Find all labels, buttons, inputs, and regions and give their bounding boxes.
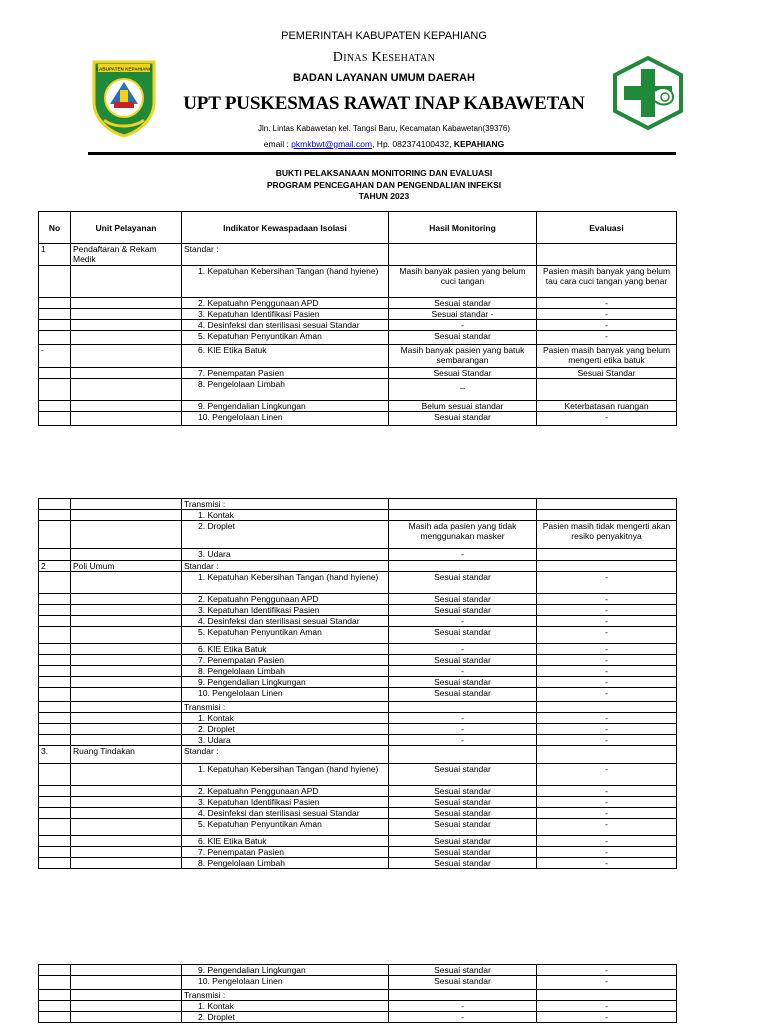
indicator-cell: Transmisi :: [182, 702, 389, 713]
indicator-cell: 5. Kepatuhan Penyuntikan Aman: [182, 819, 389, 836]
table-row: [39, 666, 677, 677]
indicator-cell: 7. Penempatan Pasien: [182, 847, 389, 858]
table-row: [39, 320, 677, 331]
service-unit-cell: [71, 976, 182, 990]
service-unit-cell: [71, 549, 182, 561]
indicator-cell: 1. Kepatuhan Kebersihan Tangan (hand hyiene): [182, 266, 389, 298]
monitoring-result-cell: [389, 244, 537, 266]
indicator-cell: 9. Pengendalian Lingkungan: [182, 401, 389, 412]
monitoring-result-cell: Masih banyak pasien yang batuk sembarangan: [389, 345, 537, 368]
letterhead: [0, 0, 768, 160]
monitoring-result-cell: Sesuai standar: [389, 847, 537, 858]
service-unit-cell: [71, 702, 182, 713]
evaluation-cell: -: [537, 786, 677, 797]
document-title-line1: BUKTI PELAKSANAAN MONITORING DAN EVALUASI: [275, 168, 493, 178]
monitoring-result-cell: Sesuai standar: [389, 858, 537, 869]
service-unit-cell: [71, 797, 182, 808]
monitoring-result-cell: -: [389, 713, 537, 724]
indicator-cell: 7. Penempatan Pasien: [182, 368, 389, 379]
monitoring-result-cell: Sesuai standar: [389, 677, 537, 688]
monitoring-result-cell: Sesuai Standar: [389, 368, 537, 379]
indicator-cell: 8. Pengelolaan Limbah: [182, 858, 389, 869]
indicator-cell: 10. Pengelolaan Linen: [182, 688, 389, 702]
indicator-cell: 1. Kepatuhan Kebersihan Tangan (hand hyiene): [182, 764, 389, 786]
email-label: email :: [263, 139, 292, 149]
service-unit-cell: [71, 368, 182, 379]
table-row: [39, 688, 677, 702]
department-name: Dinas Kesehatan: [332, 50, 436, 65]
table-row: [39, 746, 677, 764]
service-unit-cell: [71, 965, 182, 976]
evaluation-cell: Pasien masih tidak mengerti akan resiko penyakitnya: [537, 521, 677, 549]
row-number-cell: [39, 627, 71, 644]
table-row: [39, 786, 677, 797]
row-number-cell: [39, 266, 71, 298]
table-row: [39, 836, 677, 847]
row-number-cell: [39, 309, 71, 320]
row-number-cell: [39, 401, 71, 412]
monitoring-result-cell: Sesuai standar: [389, 412, 537, 426]
row-number-cell: [39, 655, 71, 666]
monitoring-result-cell: [389, 561, 537, 572]
table-row: [39, 401, 677, 412]
indicator-cell: 3. Udara: [182, 549, 389, 561]
indicator-cell: 3. Kepatuhan Identifikasi Pasien: [182, 605, 389, 616]
indicator-cell: 10. Pengelolaan Linen: [182, 412, 389, 426]
evaluation-cell: -: [537, 808, 677, 819]
svg-text:KABUPATEN KEPAHIANG: KABUPATEN KEPAHIANG: [95, 66, 153, 72]
monitoring-result-cell: _: [389, 379, 537, 401]
email-link[interactable]: pkmkbwt@gmail.com: [291, 139, 373, 149]
monitoring-result-cell: Sesuai standar: [389, 688, 537, 702]
service-unit-cell: [71, 510, 182, 521]
table-row: [39, 627, 677, 644]
column-header-result: Hasil Monitoring: [389, 212, 537, 244]
table-row: [39, 244, 677, 266]
row-number-cell: [39, 605, 71, 616]
indicator-cell: 5. Kepatuhan Penyuntikan Aman: [182, 627, 389, 644]
table-row: [39, 858, 677, 869]
service-unit-cell: [71, 331, 182, 345]
indicator-cell: 10. Pengelolaan Linen: [182, 976, 389, 990]
table-row: [39, 965, 677, 976]
evaluation-cell: -: [537, 412, 677, 426]
monitoring-result-cell: -: [389, 666, 537, 677]
evaluation-cell: -: [537, 331, 677, 345]
table-row: [39, 309, 677, 320]
row-number-cell: [39, 688, 71, 702]
row-number-cell: 2: [39, 561, 71, 572]
table-row: [39, 644, 677, 655]
indicator-cell: 6. KIE Etika Batuk: [182, 345, 389, 368]
table-row: [39, 549, 677, 561]
indicator-cell: 6. KIE Etika Batuk: [182, 836, 389, 847]
monitoring-result-cell: [389, 990, 537, 1001]
indicator-cell: 4. Desinfeksi dan sterilisasi sesuai Standar: [182, 808, 389, 819]
row-number-cell: [39, 724, 71, 735]
row-number-cell: [39, 847, 71, 858]
row-number-cell: [39, 1012, 71, 1023]
monitoring-result-cell: Sesuai standar: [389, 797, 537, 808]
letterhead-divider: [88, 152, 676, 155]
indicator-cell: 3. Udara: [182, 735, 389, 746]
monitoring-result-cell: -: [389, 1012, 537, 1023]
evaluation-cell: -: [537, 572, 677, 594]
service-unit-cell: [71, 499, 182, 510]
evaluation-cell: Pasien masih banyak yang belum tau cara cuci tangan yang benar: [537, 266, 677, 298]
monitoring-result-cell: -: [389, 1001, 537, 1012]
table-row: [39, 561, 677, 572]
monitoring-result-cell: Sesuai standar: [389, 786, 537, 797]
evaluation-cell: -: [537, 616, 677, 627]
service-unit-cell: [71, 786, 182, 797]
evaluation-cell: [537, 379, 677, 401]
evaluation-cell: Pasien masih banyak yang belum mengerti etika batuk: [537, 345, 677, 368]
service-unit-cell: [71, 819, 182, 836]
column-header-unit: Unit Pelayanan: [71, 212, 182, 244]
monitoring-result-cell: Belum sesuai standar: [389, 401, 537, 412]
evaluation-cell: -: [537, 764, 677, 786]
document-title-year: TAHUN 2023: [358, 191, 410, 201]
indicator-cell: 2. Kepatuahn Penggunaan APD: [182, 298, 389, 309]
indicator-cell: 6. KIE Etika Batuk: [182, 644, 389, 655]
monitoring-result-cell: Sesuai standar: [389, 764, 537, 786]
table-row: [39, 616, 677, 627]
monitoring-result-cell: Sesuai standar: [389, 819, 537, 836]
table-row: [39, 368, 677, 379]
monitoring-result-cell: Sesuai standar: [389, 965, 537, 976]
row-number-cell: [39, 702, 71, 713]
table-row: [39, 702, 677, 713]
institution-name: UPT PUSKESMAS RAWAT INAP KABAWETAN: [183, 93, 585, 114]
service-unit-cell: [71, 666, 182, 677]
service-unit-cell: [71, 379, 182, 401]
column-header-indicator: Indikator Kewaspadaan Isolasi: [182, 212, 389, 244]
table-row: [39, 510, 677, 521]
evaluation-cell: -: [537, 655, 677, 666]
service-unit-cell: [71, 808, 182, 819]
evaluation-cell: -: [537, 713, 677, 724]
indicator-cell: 3. Kepatuhan Identifikasi Pasien: [182, 797, 389, 808]
monitoring-result-cell: Sesuai standar: [389, 976, 537, 990]
evaluation-cell: Keterbatasan ruangan: [537, 401, 677, 412]
indicator-cell: 3. Kepatuhan Identifikasi Pasien: [182, 309, 389, 320]
service-unit-cell: [71, 1012, 182, 1023]
table-row: [39, 379, 677, 401]
evaluation-cell: -: [537, 594, 677, 605]
service-unit-cell: [71, 990, 182, 1001]
evaluation-cell: -: [537, 298, 677, 309]
table-row: [39, 847, 677, 858]
table-row: [39, 764, 677, 786]
indicator-cell: 8. Pengelolaan Limbah: [182, 379, 389, 401]
service-unit-cell: [71, 1001, 182, 1012]
table-row: [39, 412, 677, 426]
table-row: [39, 345, 677, 368]
evaluation-cell: -: [537, 605, 677, 616]
row-number-cell: [39, 858, 71, 869]
table-row: [39, 677, 677, 688]
table-row: [39, 735, 677, 746]
indicator-cell: 1. Kontak: [182, 510, 389, 521]
evaluation-cell: -: [537, 320, 677, 331]
indicator-cell: 1. Kepatuhan Kebersihan Tangan (hand hyiene): [182, 572, 389, 594]
monitoring-result-cell: [389, 746, 537, 764]
indicator-cell: 2. Droplet: [182, 1012, 389, 1023]
indicator-cell: Standar :: [182, 746, 389, 764]
row-number-cell: [39, 594, 71, 605]
row-number-cell: [39, 713, 71, 724]
monitoring-result-cell: Masih ada pasien yang tidak menggunakan masker: [389, 521, 537, 549]
indicator-cell: 2. Kepatuahn Penggunaan APD: [182, 786, 389, 797]
row-number-cell: [39, 797, 71, 808]
address: Jln. Lintas Kabawetan kel. Tangsi Baru, Kecamatan Kabawetan(39376): [257, 124, 510, 133]
indicator-cell: 4. Desinfeksi dan sterilisasi sesuai Standar: [182, 320, 389, 331]
evaluation-cell: -: [537, 677, 677, 688]
table-row: [39, 808, 677, 819]
indicator-cell: Standar :: [182, 561, 389, 572]
monitoring-result-cell: Sesuai standar: [389, 627, 537, 644]
contact-line: [0, 139, 768, 149]
evaluation-cell: -: [537, 858, 677, 869]
service-unit-cell: [71, 266, 182, 298]
table-row: [39, 655, 677, 666]
row-number-cell: [39, 320, 71, 331]
evaluation-cell: [537, 702, 677, 713]
monitoring-result-cell: Sesuai standar: [389, 572, 537, 594]
service-unit-cell: [71, 572, 182, 594]
monitoring-result-cell: Sesuai standar: [389, 331, 537, 345]
evaluation-cell: -: [537, 797, 677, 808]
row-number-cell: 1: [39, 244, 71, 266]
service-unit-cell: [71, 627, 182, 644]
evaluation-cell: [537, 499, 677, 510]
evaluation-cell: [537, 746, 677, 764]
evaluation-cell: -: [537, 965, 677, 976]
service-unit-cell: [71, 521, 182, 549]
row-number-cell: [39, 379, 71, 401]
monitoring-result-cell: -: [389, 644, 537, 655]
row-number-cell: -: [39, 345, 71, 368]
indicator-cell: 2. Droplet: [182, 521, 389, 549]
indicator-cell: 1. Kontak: [182, 713, 389, 724]
monitoring-result-cell: Sesuai standar: [389, 594, 537, 605]
row-number-cell: 3.: [39, 746, 71, 764]
monitoring-result-cell: -: [389, 616, 537, 627]
row-number-cell: [39, 836, 71, 847]
row-number-cell: [39, 808, 71, 819]
row-number-cell: [39, 616, 71, 627]
row-number-cell: [39, 549, 71, 561]
monitoring-result-cell: [389, 510, 537, 521]
service-unit-cell: Poli Umum: [71, 561, 182, 572]
evaluation-cell: -: [537, 688, 677, 702]
row-number-cell: [39, 510, 71, 521]
table-row: [39, 976, 677, 990]
evaluation-cell: [537, 244, 677, 266]
service-unit-cell: [71, 858, 182, 869]
service-unit-cell: [71, 847, 182, 858]
row-number-cell: [39, 412, 71, 426]
table-row: [39, 990, 677, 1001]
evaluation-cell: [537, 510, 677, 521]
evaluation-cell: -: [537, 1012, 677, 1023]
service-unit-cell: [71, 320, 182, 331]
evaluation-cell: -: [537, 627, 677, 644]
service-unit-cell: [71, 836, 182, 847]
service-unit-cell: Pendaftaran & Rekam Medik: [71, 244, 182, 266]
row-number-cell: [39, 786, 71, 797]
service-unit-cell: [71, 605, 182, 616]
column-header-evaluation: Evaluasi: [537, 212, 677, 244]
row-number-cell: [39, 666, 71, 677]
column-header-no: No: [39, 212, 71, 244]
service-unit-cell: [71, 401, 182, 412]
monitoring-result-cell: Sesuai standar: [389, 298, 537, 309]
indicator-cell: 7. Penempatan Pasien: [182, 655, 389, 666]
service-unit-cell: Ruang Tindakan: [71, 746, 182, 764]
row-number-cell: [39, 677, 71, 688]
row-number-cell: [39, 368, 71, 379]
monitoring-result-cell: Sesuai standar: [389, 655, 537, 666]
indicator-cell: 1. Kontak: [182, 1001, 389, 1012]
monitoring-result-cell: -: [389, 735, 537, 746]
service-unit-cell: [71, 345, 182, 368]
evaluation-cell: -: [537, 976, 677, 990]
table-row: [39, 298, 677, 309]
table-row: [39, 605, 677, 616]
evaluation-cell: -: [537, 1001, 677, 1012]
service-unit-cell: [71, 298, 182, 309]
service-unit-cell: [71, 309, 182, 320]
monitoring-table-part1: [38, 211, 677, 426]
row-number-cell: [39, 644, 71, 655]
service-unit-cell: [71, 412, 182, 426]
indicator-cell: 5. Kepatuhan Penyuntikan Aman: [182, 331, 389, 345]
indicator-cell: 9. Pengendalian Lingkungan: [182, 677, 389, 688]
table-row: [39, 594, 677, 605]
evaluation-cell: Sesuai Standar: [537, 368, 677, 379]
service-unit-cell: [71, 764, 182, 786]
evaluation-cell: [537, 561, 677, 572]
monitoring-result-cell: Sesuai standar: [389, 605, 537, 616]
service-unit-cell: [71, 713, 182, 724]
row-number-cell: [39, 521, 71, 549]
service-unit-cell: [71, 644, 182, 655]
evaluation-cell: -: [537, 309, 677, 320]
service-unit-cell: [71, 724, 182, 735]
service-unit-cell: [71, 655, 182, 666]
indicator-cell: Transmisi :: [182, 499, 389, 510]
monitoring-result-cell: Masih banyak pasien yang belum cuci tangan: [389, 266, 537, 298]
row-number-cell: [39, 990, 71, 1001]
service-unit-cell: [71, 735, 182, 746]
row-number-cell: [39, 735, 71, 746]
evaluation-cell: -: [537, 724, 677, 735]
indicator-cell: 9. Pengendalian Lingkungan: [182, 965, 389, 976]
row-number-cell: [39, 764, 71, 786]
agency-name: BADAN LAYANAN UMUM DAERAH: [293, 72, 475, 84]
service-unit-cell: [71, 677, 182, 688]
monitoring-result-cell: [389, 499, 537, 510]
evaluation-cell: -: [537, 847, 677, 858]
row-number-cell: [39, 331, 71, 345]
row-number-cell: [39, 976, 71, 990]
monitoring-result-cell: -: [389, 320, 537, 331]
monitoring-table-part3: [38, 964, 677, 1023]
evaluation-cell: -: [537, 735, 677, 746]
phone: , Hp. 082374100432,: [372, 139, 454, 149]
evaluation-cell: -: [537, 644, 677, 655]
evaluation-cell: [537, 549, 677, 561]
row-number-cell: [39, 572, 71, 594]
row-number-cell: [39, 819, 71, 836]
monitoring-table-part2: [38, 498, 677, 869]
monitoring-result-cell: Sesuai standar -: [389, 309, 537, 320]
indicator-cell: 2. Droplet: [182, 724, 389, 735]
indicator-cell: 2. Kepatuahn Penggunaan APD: [182, 594, 389, 605]
monitoring-result-cell: Sesuai standar: [389, 808, 537, 819]
government-name: PEMERINTAH KABUPATEN KEPAHIANG: [281, 30, 487, 42]
monitoring-result-cell: Sesuai standar: [389, 836, 537, 847]
table-row: [39, 1012, 677, 1023]
row-number-cell: [39, 499, 71, 510]
table-row: [39, 797, 677, 808]
table-header-row: [39, 212, 677, 244]
indicator-cell: Standar :: [182, 244, 389, 266]
document-title-line2: PROGRAM PENCEGAHAN DAN PENGENDALIAN INFEKSI: [266, 180, 502, 190]
evaluation-cell: -: [537, 666, 677, 677]
service-unit-cell: [71, 594, 182, 605]
monitoring-result-cell: -: [389, 724, 537, 735]
evaluation-cell: -: [537, 836, 677, 847]
evaluation-cell: [537, 990, 677, 1001]
monitoring-result-cell: -: [389, 549, 537, 561]
table-row: [39, 724, 677, 735]
indicator-cell: 4. Desinfeksi dan sterilisasi sesuai Standar: [182, 616, 389, 627]
table-row: [39, 521, 677, 549]
indicator-cell: 8. Pengelolaan Limbah: [182, 666, 389, 677]
city: KEPAHIANG: [453, 139, 505, 149]
row-number-cell: [39, 1001, 71, 1012]
service-unit-cell: [71, 616, 182, 627]
table-row: [39, 819, 677, 836]
service-unit-cell: [71, 688, 182, 702]
table-row: [39, 1001, 677, 1012]
table-row: [39, 713, 677, 724]
monitoring-result-cell: [389, 702, 537, 713]
row-number-cell: [39, 965, 71, 976]
evaluation-cell: -: [537, 819, 677, 836]
row-number-cell: [39, 298, 71, 309]
table-row: [39, 266, 677, 298]
table-row: [39, 499, 677, 510]
table-row: [39, 331, 677, 345]
table-row: [39, 572, 677, 594]
indicator-cell: Transmisi :: [182, 990, 389, 1001]
